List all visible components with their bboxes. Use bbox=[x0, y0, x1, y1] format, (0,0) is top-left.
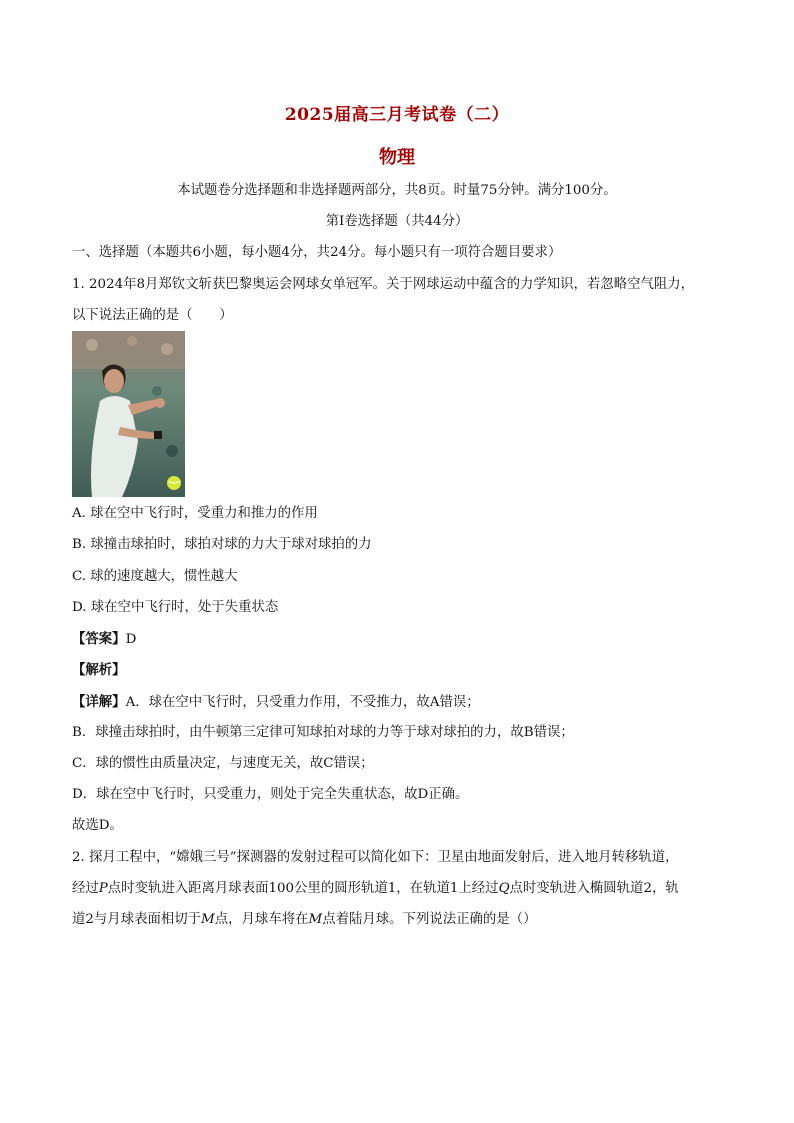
q1-stem-line1: 1. 2024年8月郑钦文斩获巴黎奥运会网球女单冠军。关于网球运动中蕴含的力学知识，若忽略空气阻力， bbox=[72, 277, 695, 292]
subject-title: 物理 bbox=[379, 147, 415, 168]
q1-option-b: B. 球撞击球拍时，球拍对球的力大于球对球拍的力 bbox=[72, 537, 372, 552]
q1-stem-line2: 以下说法正确的是（ ） bbox=[72, 308, 233, 323]
exam-title: 2025届高三月考试卷（二） bbox=[284, 105, 510, 125]
detail-conclusion: 故选D。 bbox=[72, 818, 123, 833]
q2-text: 点，月球车将在 bbox=[214, 912, 309, 927]
q1-answer bbox=[72, 629, 732, 650]
q1-option-c: C. 球的速度越大，惯性越大 bbox=[72, 569, 238, 584]
q2-stem-line2 bbox=[72, 879, 732, 899]
exam-info: 本试题卷分选择题和非选择题两部分，共8页。时量75分钟。满分100分。 bbox=[177, 183, 617, 198]
point-p: P bbox=[98, 881, 108, 896]
q2-text: 道2与月球表面相切于 bbox=[72, 912, 202, 927]
detail-line-2: B．球撞击球拍时，由牛顿第三定律可知球拍对球的力等于球对球拍的力，故B错误； bbox=[72, 725, 574, 740]
q2-text: 经过 bbox=[72, 881, 99, 896]
q2-text: 点时变轨进入椭圆轨道2，轨 bbox=[509, 881, 679, 896]
q1-option-d: D. 球在空中飞行时，处于失重状态 bbox=[72, 600, 279, 615]
analysis-tag: 【解析】 bbox=[72, 662, 126, 678]
answer-tag: 【答案】 bbox=[72, 631, 126, 647]
point-q: Q bbox=[498, 881, 510, 896]
detail-tag: 【详解】 bbox=[72, 694, 126, 710]
detail-line-3: C．球的惯性由质量决定，与速度无关，故C错误； bbox=[72, 756, 374, 771]
tennis-player-photo bbox=[72, 331, 185, 497]
q1-option-a: A. 球在空中飞行时，受重力和推力的作用 bbox=[72, 506, 318, 521]
q2-text: 点着陆月球。下列说法正确的是（） bbox=[322, 912, 537, 927]
part-heading: 第Ⅰ卷选择题（共44分） bbox=[325, 214, 469, 229]
q2-stem-line1: 2. 探月工程中，“嫦娥三号”探测器的发射过程可以简化如下：卫星由地面发射后，进入地月转移轨道， bbox=[72, 850, 679, 865]
point-m: M bbox=[201, 912, 215, 927]
section-heading: 一、选择题（本题共6小题，每小题4分，共24分。每小题只有一项符合题目要求） bbox=[72, 245, 562, 260]
answer-value: D bbox=[125, 632, 137, 647]
detail-line-1 bbox=[72, 692, 732, 713]
detail-line-4: D．球在空中飞行时，只受重力，则处于完全失重状态，故D正确。 bbox=[72, 787, 469, 802]
q2-stem-line3 bbox=[72, 910, 732, 930]
point-m: M bbox=[308, 912, 323, 927]
detail-text-a: A．球在空中飞行时，只受重力作用，不受推力，故A错误； bbox=[125, 695, 480, 710]
q2-text: 点时变轨进入距离月球表面100公里的圆形轨道1，在轨道1上经过 bbox=[107, 881, 499, 896]
